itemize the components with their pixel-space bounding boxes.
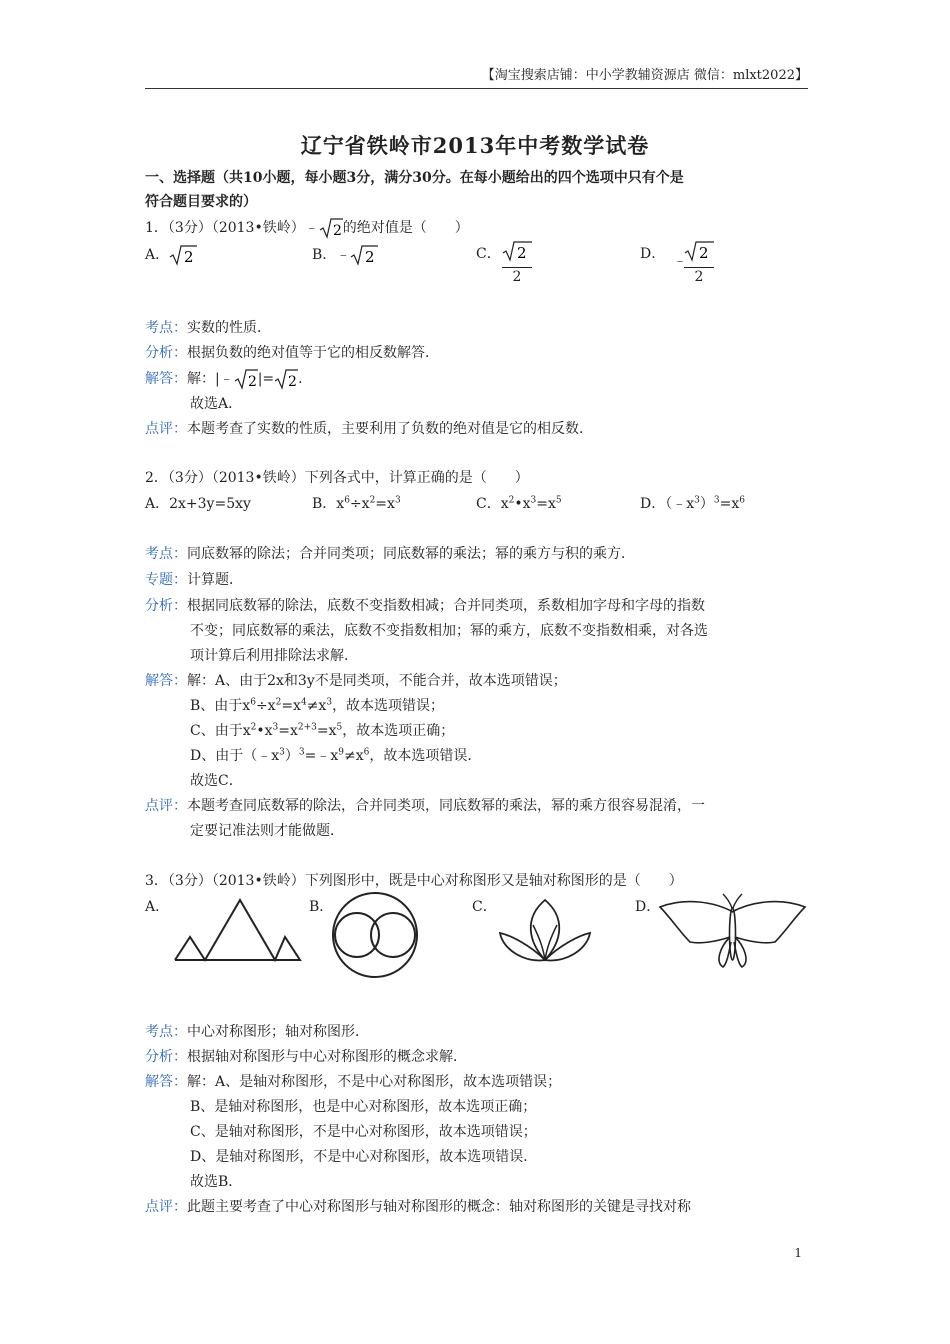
sqrt-symbol (274, 368, 298, 390)
section-heading: 一、选择题（共10小题，每小题3分，满分30分。在每小题给出的四个选项中只有个是 (145, 170, 684, 186)
q1-option-b: B．﹣ 2 (312, 244, 378, 266)
q2-fenxi-3: 项计算后利用排除法求解． (190, 648, 358, 664)
page-number: 1 (794, 1246, 802, 1260)
q2-option-b: B．$x^6\div x^2=x^3$ (312, 495, 401, 512)
svg-text:2: 2 (365, 248, 375, 266)
q2-fenxi-2: 不变；同底数幂的乘法，底数不变指数相加；幂的乘方，底数不变指数相乘，对各选 (190, 623, 708, 639)
sqrt-symbol (502, 240, 532, 262)
q2-zhuanti: 专题：计算题． (145, 572, 243, 588)
q3-answer: 故选B． (190, 1174, 243, 1190)
q1-kaodian: 考点：实数的性质． (145, 320, 271, 336)
q1-option-c-fraction: 2 2 (502, 240, 532, 285)
q2-jieda: 解答：解：A、由于2x和3y不是同类项，不能合并，故本选项错误； (145, 673, 567, 689)
q3-jieda-b: B、是轴对称图形，也是中心对称图形，故本选项正确； (190, 1099, 537, 1115)
svg-text:2: 2 (184, 248, 194, 266)
q2-option-a: A．2x+3y=5xy (145, 496, 251, 512)
q2-jieda-d: D、由于$(﹣x^3)^3=﹣x^9\ne x^6$，故本选项错误． (190, 747, 482, 764)
sqrt-symbol (684, 240, 714, 262)
figure-circles (330, 890, 420, 980)
svg-text:2: 2 (288, 374, 298, 390)
svg-text:2: 2 (517, 244, 527, 262)
sqrt-symbol (169, 244, 197, 266)
figure-mountains (170, 895, 305, 965)
q1-option-d: D． (640, 246, 666, 262)
q1-jieda: 解答：解：|﹣ 2 |= 2 ． (145, 368, 312, 390)
q1-answer: 故选A． (190, 396, 243, 412)
q3-option-b: B． (309, 899, 334, 915)
q3-jieda-d: D、是轴对称图形，不是中心对称图形，故本选项错误． (190, 1149, 538, 1165)
q3-jieda: 解答：解：A、是轴对称图形，不是中心对称图形，故本选项错误； (145, 1074, 562, 1090)
q2-answer: 故选C． (190, 773, 243, 789)
q1-option-c: C． (476, 246, 501, 262)
header-rule (145, 88, 808, 89)
q2-option-d: D．$(﹣x^3)^3=x^6$ (640, 495, 745, 512)
q1-option-a: A． 2 (145, 244, 197, 266)
q2-jieda-c: C、由于$x^2•x^3=x^{2+3}=x^5$，故本选项正确； (190, 722, 455, 739)
q3-stem: 3．（3分）（2013•铁岭）下列图形中，既是中心对称图形又是轴对称图形的是（ ） (145, 873, 683, 889)
q2-stem: 2．（3分）（2013•铁岭）下列各式中，计算正确的是（ ） (145, 470, 529, 486)
sqrt-symbol (350, 244, 378, 266)
q3-option-a: A． (145, 899, 170, 915)
q2-dianping: 点评：本题考查同底数幂的除法，合并同类项，同底数幂的乘法，幂的乘方很容易混淆，一 (145, 798, 705, 814)
q3-jieda-c: C、是轴对称图形，不是中心对称图形，故本选项错误； (190, 1124, 537, 1140)
q2-dianping-2: 定要记准法则才能做题． (190, 823, 344, 839)
section-heading-2: 符合题目要求的） (145, 194, 257, 210)
sqrt-symbol (319, 217, 343, 239)
q2-fenxi: 分析：根据同底数幂的除法，底数不变指数相减；合并同类项，系数相加字母和字母的指数 (145, 598, 705, 614)
q3-dianping: 点评：此题主要考查了中心对称图形与轴对称图形的概念：轴对称图形的关键是寻找对称 (145, 1199, 691, 1215)
q3-option-c: C． (472, 899, 497, 915)
q1-option-d-fraction: 2 2 (684, 240, 714, 285)
q1-option-d-sign: ﹣ (673, 253, 687, 269)
svg-text:2: 2 (699, 244, 709, 262)
figure-lotus (495, 895, 595, 970)
q1-stem: 1．（3分）（2013•铁岭）﹣ 2 的绝对值是（ ） (145, 217, 469, 239)
page-title: 辽宁省铁岭市2013年中考数学试卷 (300, 133, 650, 158)
svg-text:2: 2 (332, 223, 342, 239)
header-note: 【淘宝搜索店铺：中小学教辅资源店 微信：mlxt2022】 (481, 68, 808, 83)
figure-butterfly (655, 892, 810, 972)
q3-fenxi: 分析：根据轴对称图形与中心对称图形的概念求解． (145, 1049, 467, 1065)
q3-option-d: D． (635, 899, 661, 915)
q1-dianping: 点评：本题考查了实数的性质，主要利用了负数的绝对值是它的相反数． (145, 421, 593, 437)
q3-kaodian: 考点：中心对称图形；轴对称图形． (145, 1024, 369, 1040)
q2-option-c: C．$x^2•x^3=x^5$ (476, 495, 562, 512)
q2-kaodian: 考点：同底数幂的除法；合并同类项；同底数幂的乘法；幂的乘方与积的乘方． (145, 546, 635, 562)
svg-text:2: 2 (247, 374, 257, 390)
sqrt-symbol (234, 368, 258, 390)
q2-jieda-b: B、由于$x^6\div x^2=x^4\ne x^3$，故本选项错误； (190, 697, 445, 714)
q1-fenxi: 分析：根据负数的绝对值等于它的相反数解答． (145, 345, 439, 361)
